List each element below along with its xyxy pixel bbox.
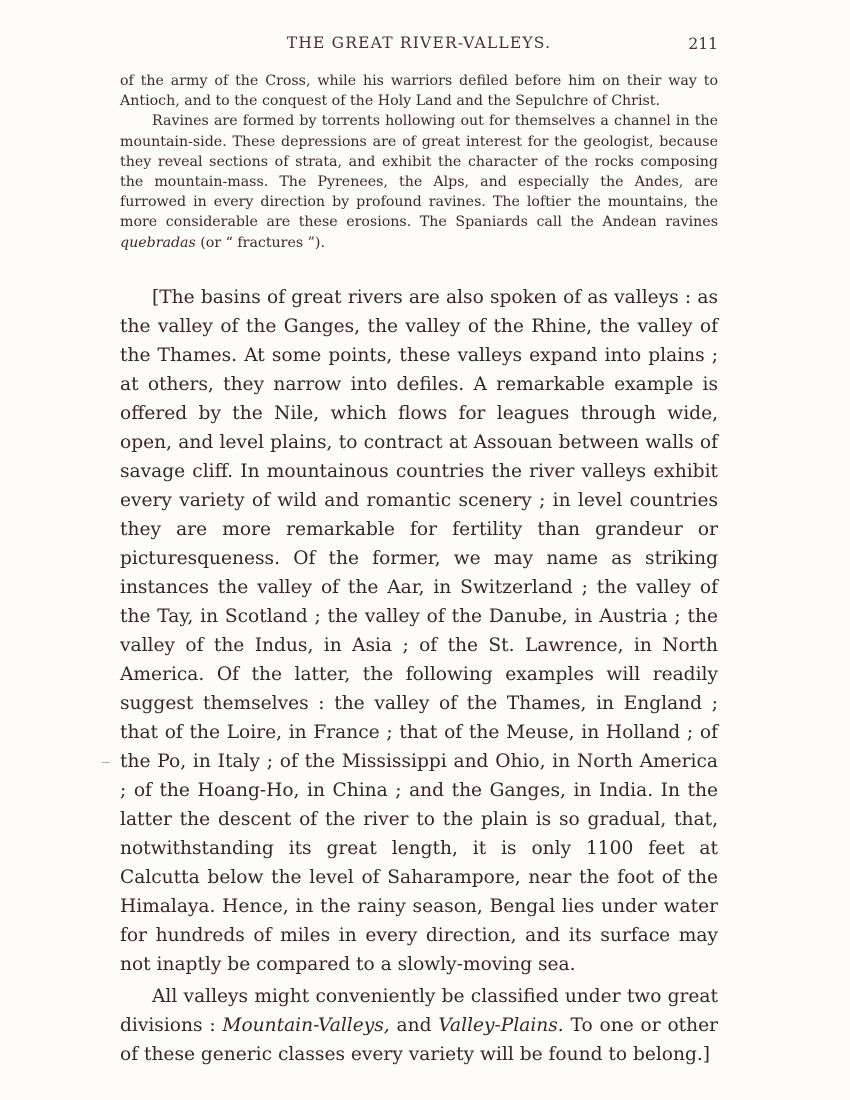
running-title: THE GREAT RIVER-VALLEYS. [286,34,552,52]
page-number: 211 [688,35,718,53]
ravines-text-start: Ravines are formed by torrents hollowing out for themselves a channel in the mountain-side. These depressions are of great interest for the geologist, because they reveal sections of strata, and exhibit the character of the rocks composing the mountain-mass. The Pyrenees, the Alps, and especially the Andes, are furrowed in every direction by profound ravines. The loftier the mountains, the more considerable are these erosions. The Spaniards call the Andean ravines [120,113,718,231]
small-print-section [120,71,718,253]
main-paragraph-river-basins: [The basins of great rivers are also spoken of as valleys : as the valley of the Ganges, the valley of the Rhine, the valley of the Thames. At some points, these valleys expand into plains ; at others, they narrow into defiles. A remarkable example is offered by the Nile, which flows for leagues through wide, open, and level plains, to contract at Assouan between walls of savage cliff. In mountainous countries the river valleys exhibit every variety of wild and romantic scenery ; in level countries they are more remarkable for fertility than grandeur or picturesqueness. Of the former, we may name as striking instances the valley of the Aar, in Switzerland ; the valley of the Tay, in Scotland ; the valley of the Danube, in Austria ; the valley of the Indus, in Asia ; of the St. Lawrence, in North America. Of the latter, the following examples will readily suggest themselves : the valley of the Thames, in England ; that of the Loire, in France ; that of the Meuse, in Holland ; of the Po, in Italy ; of the Mississippi and Ohio, in North America ; of the Hoang-Ho, in China ; and the Ganges, in India. In the latter the descent of the river to the plain is so gradual, that, notwithstanding its great length, it is only 1100 feet at Calcutta below the level of Saharampore, near the foot of the Himalaya. Hence, in the rainy season, Bengal lies under water for hundreds of miles in every direction, and its surface may not inaptly be compared to a slowly-moving sea. [120,287,718,975]
mountain-valleys-term: Mountain-Valleys, [222,1015,390,1036]
small-paragraph-continuation: of the army of the Cross, while his warriors defiled before him on their way to Antioch, and to the conquest of the Holy Land and the Sepulchre of Christ. [120,73,718,110]
valley-plains-term: Valley-Plains. [438,1015,564,1036]
main-text-section [120,283,718,1069]
classification-text-mid: and [389,1015,439,1036]
classification-text-start: All valleys might conveniently be classified under two great divisions : [120,986,718,1036]
quebradas-term: quebradas [120,234,196,251]
margin-mark [102,762,110,763]
classification-text-end: To one or other of these generic classes every variety will be found to belong.] [120,1015,718,1065]
main-paragraph-classification [120,982,718,1069]
running-head [120,34,718,54]
ravines-text-end: (or “ fractures ”). [195,234,325,251]
small-paragraph-ravines [120,111,718,252]
